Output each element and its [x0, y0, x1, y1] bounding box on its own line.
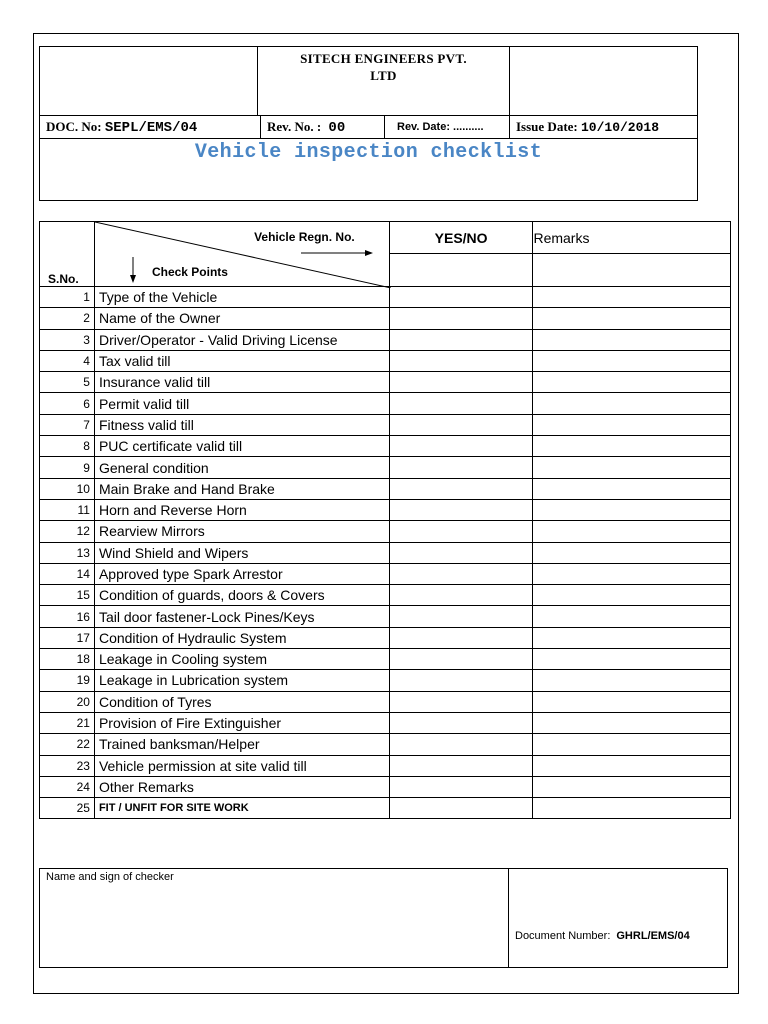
row-check-point: Wind Shield and Wipers [94, 542, 389, 563]
row-yes-no-cell[interactable] [389, 350, 533, 371]
row-remarks-cell[interactable] [533, 457, 731, 478]
doc-number-label: Document Number: [515, 930, 611, 942]
row-check-point: Permit valid till [94, 393, 389, 414]
row-sno: 22 [40, 734, 95, 755]
row-remarks-cell[interactable] [533, 649, 731, 670]
doc-number-box [508, 868, 728, 968]
issue-date-value: 10/10/2018 [581, 120, 660, 135]
table-row [40, 755, 731, 776]
row-sno: 23 [40, 755, 95, 776]
row-sno: 3 [40, 329, 95, 350]
checker-label: Name and sign of checker [46, 871, 174, 883]
row-sno: 16 [40, 606, 95, 627]
row-check-point: Main Brake and Hand Brake [94, 478, 389, 499]
check-points-label: Check Points [151, 265, 228, 279]
row-remarks-cell[interactable] [533, 287, 731, 308]
row-check-point: Leakage in Cooling system [94, 649, 389, 670]
row-yes-no-cell[interactable] [389, 670, 533, 691]
row-check-point: General condition [94, 457, 389, 478]
remarks-header: Remarks [533, 222, 731, 254]
table-row [40, 393, 731, 414]
table-row [40, 521, 731, 542]
row-yes-no-cell[interactable] [389, 563, 533, 584]
row-sno: 14 [40, 563, 95, 584]
table-row [40, 478, 731, 499]
row-remarks-cell[interactable] [533, 734, 731, 755]
row-sno: 25 [40, 798, 95, 819]
doc-number-value: GHRL/EMS/04 [616, 930, 690, 942]
rev-no-label: Rev. No. : [267, 119, 322, 134]
company-name-cell [257, 46, 510, 116]
table-row [40, 499, 731, 520]
row-sno: 21 [40, 712, 95, 733]
doc-no-cell [39, 115, 261, 139]
row-check-point: Fitness valid till [94, 414, 389, 435]
sno-header: S.No. [40, 222, 95, 287]
row-sno: 15 [40, 585, 95, 606]
row-yes-no-cell[interactable] [389, 755, 533, 776]
row-yes-no-cell[interactable] [389, 734, 533, 755]
row-sno: 2 [40, 308, 95, 329]
table-row [40, 563, 731, 584]
checker-sign-box[interactable] [39, 868, 509, 968]
row-remarks-cell[interactable] [533, 691, 731, 712]
row-remarks-cell[interactable] [533, 606, 731, 627]
row-remarks-cell[interactable] [533, 308, 731, 329]
row-sno: 4 [40, 350, 95, 371]
row-yes-no-cell[interactable] [389, 542, 533, 563]
table-row [40, 798, 731, 819]
row-sno: 5 [40, 372, 95, 393]
row-yes-no-cell[interactable] [389, 436, 533, 457]
row-remarks-cell[interactable] [533, 329, 731, 350]
row-check-point: Vehicle permission at site valid till [94, 755, 389, 776]
row-check-point: Rearview Mirrors [94, 521, 389, 542]
row-sno: 9 [40, 457, 95, 478]
table-row [40, 627, 731, 648]
row-check-point: Driver/Operator - Valid Driving License [94, 329, 389, 350]
table-row [40, 585, 731, 606]
rev-no-cell [260, 115, 385, 139]
row-remarks-cell[interactable] [533, 350, 731, 371]
row-sno: 24 [40, 776, 95, 797]
row-remarks-cell[interactable] [533, 755, 731, 776]
row-yes-no-cell[interactable] [389, 372, 533, 393]
row-remarks-cell[interactable] [533, 563, 731, 584]
table-row [40, 308, 731, 329]
doc-no-value: SEPL/EMS/04 [104, 120, 198, 136]
table-row [40, 350, 731, 371]
row-sno: 10 [40, 478, 95, 499]
row-remarks-cell[interactable] [533, 776, 731, 797]
row-check-point: Type of the Vehicle [94, 287, 389, 308]
table-row [40, 329, 731, 350]
row-check-point: Other Remarks [94, 776, 389, 797]
yes-no-regn-cell[interactable] [389, 254, 533, 287]
row-remarks-cell[interactable] [533, 798, 731, 819]
row-check-point: Condition of Tyres [94, 691, 389, 712]
row-yes-no-cell[interactable] [389, 308, 533, 329]
row-yes-no-cell[interactable] [389, 649, 533, 670]
row-sno: 7 [40, 414, 95, 435]
table-row [40, 734, 731, 755]
row-check-point: Name of the Owner [94, 308, 389, 329]
row-sno: 19 [40, 670, 95, 691]
row-check-point: Condition of Hydraulic System [94, 627, 389, 648]
row-sno: 20 [40, 691, 95, 712]
row-remarks-cell[interactable] [533, 499, 731, 520]
row-yes-no-cell[interactable] [389, 499, 533, 520]
row-remarks-cell[interactable] [533, 712, 731, 733]
table-row [40, 670, 731, 691]
logo-area [39, 46, 258, 116]
row-remarks-cell[interactable] [533, 478, 731, 499]
row-remarks-cell[interactable] [533, 521, 731, 542]
table-row [40, 372, 731, 393]
row-yes-no-cell[interactable] [389, 393, 533, 414]
issue-date-label: Issue Date: [516, 119, 578, 134]
table-row [40, 649, 731, 670]
row-remarks-cell[interactable] [533, 542, 731, 563]
row-check-point: FIT / UNFIT FOR SITE WORK [94, 798, 389, 819]
row-yes-no-cell[interactable] [389, 606, 533, 627]
remarks-regn-cell[interactable] [533, 254, 731, 287]
row-check-point: Approved type Spark Arrestor [94, 563, 389, 584]
table-row [40, 712, 731, 733]
company-name-line1: SITECH ENGINEERS PVT. [300, 51, 467, 66]
rev-date-cell [384, 115, 510, 139]
top-right-cell [509, 46, 698, 116]
row-remarks-cell[interactable] [533, 414, 731, 435]
vehicle-regn-label: Vehicle Regn. No. [254, 230, 355, 244]
row-yes-no-cell[interactable] [389, 712, 533, 733]
row-remarks-cell[interactable] [533, 393, 731, 414]
table-row [40, 287, 731, 308]
row-remarks-cell[interactable] [533, 670, 731, 691]
row-yes-no-cell[interactable] [389, 287, 533, 308]
row-yes-no-cell[interactable] [389, 627, 533, 648]
row-yes-no-cell[interactable] [389, 798, 533, 819]
row-sno: 1 [40, 287, 95, 308]
doc-no-label: DOC. No: [46, 119, 102, 134]
diagonal-header-cell [94, 222, 389, 287]
row-yes-no-cell[interactable] [389, 478, 533, 499]
table-row [40, 606, 731, 627]
table-row [40, 776, 731, 797]
row-remarks-cell[interactable] [533, 627, 731, 648]
row-check-point: Tail door fastener-Lock Pines/Keys [94, 606, 389, 627]
row-sno: 11 [40, 499, 95, 520]
table-row [40, 436, 731, 457]
table-header-row [40, 222, 731, 254]
row-sno: 17 [40, 627, 95, 648]
rev-date-label: Rev. Date: .......... [397, 121, 484, 133]
row-sno: 8 [40, 436, 95, 457]
row-check-point: Trained banksman/Helper [94, 734, 389, 755]
row-check-point: Tax valid till [94, 350, 389, 371]
issue-date-cell [509, 115, 698, 139]
row-yes-no-cell[interactable] [389, 691, 533, 712]
row-check-point: Horn and Reverse Horn [94, 499, 389, 520]
row-check-point: Leakage in Lubrication system [94, 670, 389, 691]
rev-no-value: 00 [328, 120, 346, 136]
company-name-line2: LTD [370, 68, 397, 83]
row-check-point: Provision of Fire Extinguisher [94, 712, 389, 733]
yes-no-header: YES/NO [389, 222, 533, 254]
table-row [40, 414, 731, 435]
row-yes-no-cell[interactable] [389, 329, 533, 350]
table-row [40, 457, 731, 478]
row-remarks-cell[interactable] [533, 436, 731, 457]
checklist-table [39, 221, 731, 819]
row-sno: 13 [40, 542, 95, 563]
row-remarks-cell[interactable] [533, 585, 731, 606]
row-yes-no-cell[interactable] [389, 776, 533, 797]
table-row [40, 691, 731, 712]
row-check-point: PUC certificate valid till [94, 436, 389, 457]
row-sno: 6 [40, 393, 95, 414]
table-row [40, 542, 731, 563]
row-yes-no-cell[interactable] [389, 585, 533, 606]
row-sno: 18 [40, 649, 95, 670]
row-sno: 12 [40, 521, 95, 542]
title-cell [39, 138, 698, 201]
document-title: Vehicle inspection checklist [194, 141, 543, 164]
row-yes-no-cell[interactable] [389, 457, 533, 478]
row-yes-no-cell[interactable] [389, 521, 533, 542]
row-check-point: Condition of guards, doors & Covers [94, 585, 389, 606]
row-remarks-cell[interactable] [533, 372, 731, 393]
row-yes-no-cell[interactable] [389, 414, 533, 435]
row-check-point: Insurance valid till [94, 372, 389, 393]
